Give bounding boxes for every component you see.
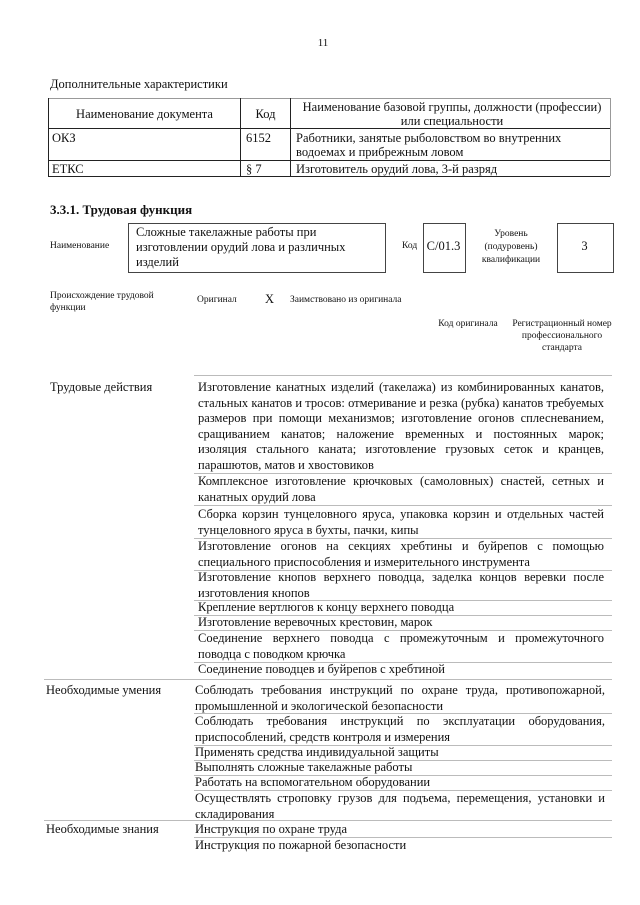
skill-item: Соблюдать требования инструкций по охране труда, противопожарной, промышленной и экологической безопасности bbox=[195, 683, 605, 713]
row-etks-doc: ЕТКС bbox=[52, 162, 84, 176]
required-knowledge-label: Необходимые знания bbox=[46, 822, 159, 836]
row-etks-name: Изготовитель орудий лова, 3-й разряд bbox=[296, 162, 498, 176]
skill-item: Выполнять сложные такелажные работы bbox=[195, 760, 413, 774]
code-label: Код bbox=[402, 241, 418, 251]
original-code-label: Код оригинала bbox=[438, 319, 498, 329]
registration-number-label: Регистрационный номер профессионального стандарта bbox=[512, 319, 612, 353]
row-okz-code: 6152 bbox=[246, 131, 271, 145]
page-number: 11 bbox=[317, 37, 329, 49]
original-label: Оригинал bbox=[197, 295, 237, 305]
action-item: Комплексное изготовление крючковых (самоловных) снастей, сетных и канатных орудий лова bbox=[198, 474, 604, 504]
action-item: Изготовление веревочных крестовин, марок bbox=[198, 615, 433, 629]
original-mark: X bbox=[265, 292, 275, 306]
action-item: Соединение поводцев и буйрепов с хребтиной bbox=[198, 662, 445, 676]
action-item: Соединение верхнего поводца с промежуточным и промежуточного поводца с поводком крючка bbox=[198, 631, 604, 661]
function-name-value: Сложные такелажные работы при изготовлении орудий лова и различных изделий bbox=[136, 225, 346, 269]
code-value: С/01.3 bbox=[426, 239, 461, 253]
borrowed-label: Заимствовано из оригинала bbox=[290, 295, 402, 305]
header-code: Код bbox=[255, 107, 276, 121]
labor-function-heading: 3.3.1. Трудовая функция bbox=[50, 202, 193, 217]
skill-item: Осуществлять строповку грузов для подъема, перемещения, установки и складирования bbox=[195, 791, 605, 821]
level-label: Уровень (подуровень) квалификации bbox=[481, 229, 541, 265]
knowledge-item: Инструкция по пожарной безопасности bbox=[195, 838, 407, 852]
knowledge-item: Инструкция по охране труда bbox=[195, 822, 348, 836]
name-label: Наименование bbox=[50, 241, 110, 251]
action-item: Изготовление кнопов верхнего поводца, заделка концов веревки после изготовления кнопов bbox=[198, 570, 604, 600]
required-skills-label: Необходимые умения bbox=[46, 683, 162, 697]
row-okz-doc: ОКЗ bbox=[52, 131, 76, 145]
skill-item: Применять средства индивидуальной защиты bbox=[195, 745, 439, 759]
row-etks-code: § 7 bbox=[246, 162, 262, 176]
action-item: Сборка корзин тунцеловного яруса, упаковка корзин и отдельных частей тунцеловного яруса в бухты, пачки, кипы bbox=[198, 507, 604, 537]
header-group-name: Наименование базовой группы, должности (профессии) или специальности bbox=[302, 100, 602, 128]
skill-item: Соблюдать требования инструкций по эксплуатации оборудования, приспособлений, средств контроля и измерения bbox=[195, 714, 605, 744]
action-item: Изготовление канатных изделий (такелажа) из комбинированных канатов, стальных канатов и тросов: отмеривание и резка (рубка) канатов требуемых размеров при помощи механизмов; изготовление огонов сплесневанием, сращиванием канатов; наложение временных и постоянных марок; изоляция стального каната; изготовление грузовых сеток и кранцев, парашютов, матов и хвостовиков bbox=[198, 380, 604, 472]
origin-label: Происхождение трудовой функции bbox=[50, 291, 154, 313]
labor-actions-label: Трудовые действия bbox=[50, 380, 153, 394]
additional-characteristics-title: Дополнительные характеристики bbox=[50, 77, 228, 91]
header-document-name: Наименование документа bbox=[76, 107, 213, 121]
skill-item: Работать на вспомогательном оборудовании bbox=[195, 775, 431, 789]
action-item: Крепление вертлюгов к концу верхнего поводца bbox=[198, 600, 455, 614]
row-okz-name: Работники, занятые рыболовством во внутренних водоемах и прибрежным ловом bbox=[296, 131, 562, 159]
level-value: 3 bbox=[581, 239, 588, 253]
action-item: Изготовление огонов на секциях хребтины и буйрепов с помощью специального приспособления и измерительного инструмента bbox=[198, 539, 604, 569]
